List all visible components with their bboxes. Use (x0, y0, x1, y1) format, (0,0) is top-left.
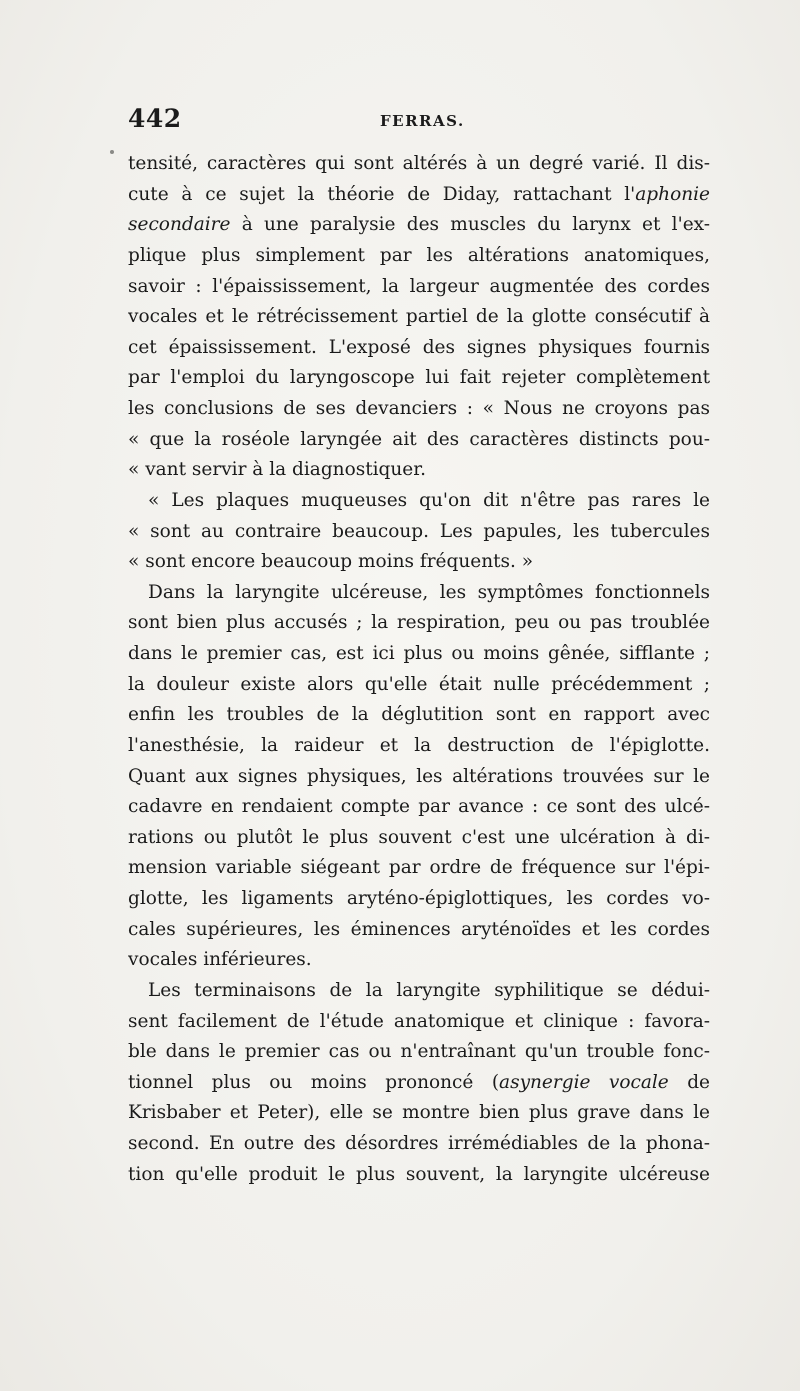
text-run: vocales inférieures. (128, 949, 312, 971)
text-line (128, 241, 710, 272)
text-run: cet épaississement. L'exposé des signes physiques fournis (128, 336, 710, 358)
text-line (128, 670, 710, 701)
text-run: cute à ce sujet la théorie de Diday, rattachant l' (128, 183, 636, 205)
text-run: Dans la laryngite ulcéreuse, les symptômes fonctionnels (148, 581, 710, 603)
text-line (128, 1098, 710, 1129)
text-line (128, 302, 710, 333)
text-run: ble dans le premier cas ou n'entraînant qu'un trouble fonc- (128, 1041, 710, 1063)
italic-text: secondaire (128, 214, 231, 236)
text-line (128, 945, 710, 976)
text-line (128, 700, 710, 731)
text-line (128, 1068, 710, 1099)
text-line (128, 1037, 710, 1068)
text-line (128, 547, 710, 578)
text-line (128, 180, 710, 211)
paper-speck (110, 150, 114, 154)
text-run: sont bien plus accusés ; la respiration, peu ou pas troublée (128, 612, 710, 634)
text-run: second. En outre des désordres irrémédiables de la phona- (128, 1133, 710, 1154)
text-line (128, 486, 710, 517)
text-line (128, 731, 710, 762)
text-run: « vant servir à la diagnostiquer. (128, 459, 426, 481)
text-line (128, 762, 710, 793)
text-line (128, 1129, 710, 1160)
text-line (128, 517, 710, 548)
text-line (128, 976, 710, 1007)
text-line (128, 608, 710, 639)
text-run: enfin les troubles de la déglutition sont en rapport avec (128, 704, 710, 726)
text-run: mension variable siégeant par ordre de fréquence sur l'épi- (128, 857, 710, 879)
text-run: tion qu'elle produit le plus souvent, la laryngite ulcéreuse (128, 1163, 710, 1185)
text-line (128, 915, 710, 946)
text-run: Quant aux signes physiques, les altérations trouvées sur le (128, 765, 710, 787)
text-run: dans le premier cas, est ici plus ou moins gênée, sifflante ; (128, 643, 710, 664)
text-run: les conclusions de ses devanciers : « Nous ne croyons pas (128, 398, 710, 419)
text-run: rations ou plutôt le plus souvent c'est une ulcération à di- (128, 826, 710, 848)
text-line (128, 425, 710, 456)
text-run: tensité, caractères qui sont altérés à un degré varié. Il dis- (128, 153, 710, 174)
text-line (128, 823, 710, 854)
text-run: la douleur existe alors qu'elle était nulle précédemment ; (128, 673, 710, 695)
page-header (128, 104, 710, 140)
text-line (128, 272, 710, 303)
text-run: cadavre en rendaient compte par avance : ce sont des ulcé- (128, 796, 710, 818)
text-run: cales supérieures, les éminences aryténoïdes et les cordes (128, 918, 710, 940)
text-line (128, 884, 710, 915)
text-line (128, 578, 710, 609)
text-line (128, 210, 710, 241)
text-line (128, 149, 710, 180)
text-run: Les terminaisons de la laryngite syphilitique se dédui- (148, 979, 710, 1001)
text-line (128, 455, 710, 486)
text-run: « sont encore beaucoup moins fréquents. » (128, 551, 534, 573)
text-line (128, 333, 710, 364)
text-run: de (668, 1071, 710, 1093)
text-line (128, 639, 710, 670)
text-run: vocales et le rétrécissement partiel de la glotte consécutif à (128, 306, 710, 328)
text-run: « sont au contraire beaucoup. Les papules, les tubercules (128, 520, 710, 542)
text-run: par l'emploi du laryngoscope lui fait rejeter complètement (128, 367, 710, 389)
italic-text: aphonie (635, 183, 710, 205)
text-run: savoir : l'épaississement, la largeur augmentée des cordes (128, 275, 710, 297)
text-line (128, 792, 710, 823)
text-run: à une paralysie des muscles du larynx et l'ex- (230, 214, 710, 236)
text-run: sent facilement de l'étude anatomique et clinique : favora- (128, 1010, 710, 1032)
body-text (128, 149, 710, 1190)
text-line (128, 1007, 710, 1038)
text-run: Krisbaber et Peter), elle se montre bien plus grave dans le (128, 1102, 710, 1124)
running-head: FERRAS. (380, 112, 465, 130)
text-run: « Les plaques muqueuses qu'on dit n'être pas rares le (148, 489, 710, 511)
italic-text: asynergie vocale (499, 1071, 669, 1093)
text-run: « que la roséole laryngée ait des caractères distincts pou- (128, 428, 710, 450)
text-run: plique plus simplement par les altérations anatomiques, (128, 244, 710, 266)
page-number: 442 (128, 104, 182, 133)
text-run: glotte, les ligaments aryténo-épiglottiques, les cordes vo- (128, 888, 710, 909)
text-run: tionnel plus ou moins prononcé ( (128, 1071, 500, 1093)
text-line (128, 394, 710, 425)
text-line (128, 363, 710, 394)
text-line (128, 1160, 710, 1191)
text-line (128, 853, 710, 884)
text-run: l'anesthésie, la raideur et la destruction de l'épiglotte. (128, 734, 710, 756)
